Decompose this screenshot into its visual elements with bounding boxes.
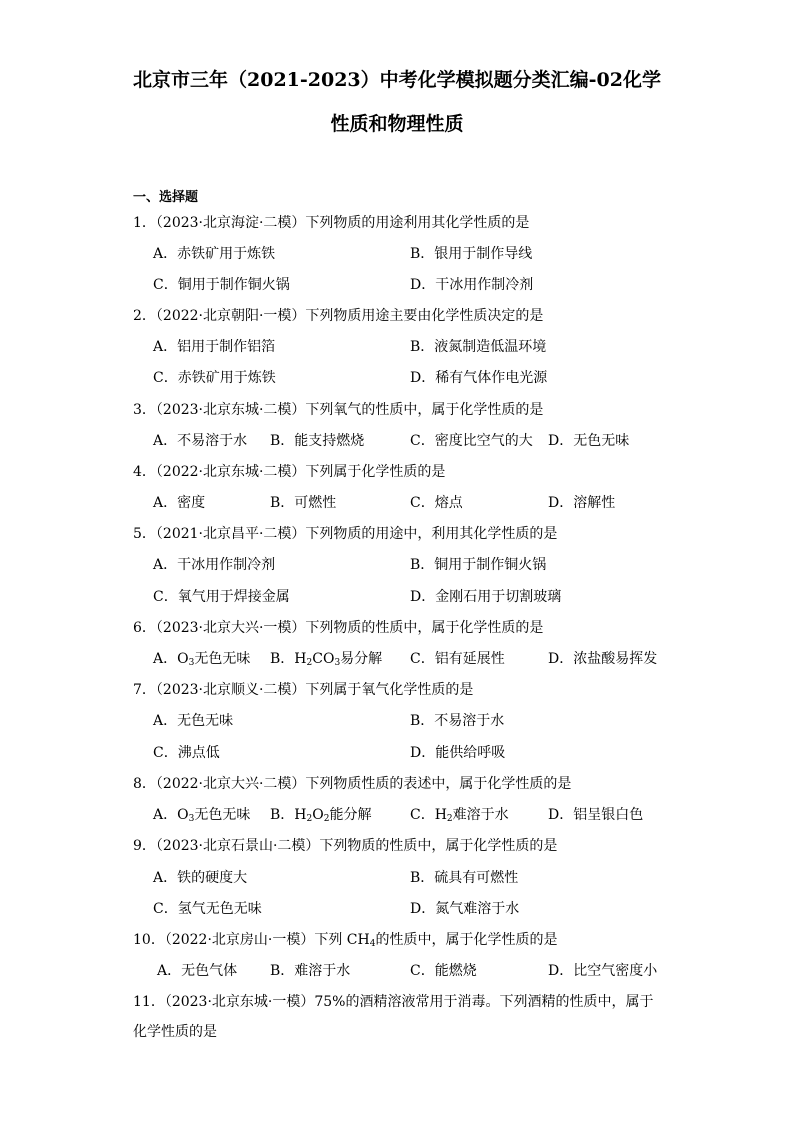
option-2d: D．稀有气体作电光源 — [410, 370, 548, 386]
option-4b: B．可燃性 — [270, 495, 337, 511]
question-stem-11: 11．（2023·北京东城·一模）75%的酒精溶液常用于消毒。下列酒精的性质中，属于化学性质的是 — [133, 994, 654, 1040]
option-2b: B．液氮制造低温环境 — [410, 339, 547, 355]
option-10c: C．能燃烧 — [410, 963, 477, 979]
option-5b: B．铜用于制作铜火锅 — [410, 557, 547, 573]
question-stem-5: 5．（2021·北京昌平·二模）下列物质的用途中，利用其化学性质的是 — [133, 526, 558, 542]
question-stem-9: 9．（2023·北京石景山·二模）下列物质的性质中，属于化学性质的是 — [133, 838, 558, 854]
option-10d: D．比空气密度小 — [548, 963, 658, 979]
option-6b: B．$H_2CO_3$易分解 — [270, 651, 383, 668]
option-3b: B．能支持燃烧 — [270, 433, 365, 449]
option-3c: C．密度比空气的大 — [410, 433, 533, 449]
option-1d: D．干冰用作制冷剂 — [410, 277, 534, 293]
option-4d: D．溶解性 — [548, 495, 616, 511]
option-10a: A．无色气体 — [157, 963, 238, 979]
option-8d: D．铝呈银白色 — [548, 807, 644, 823]
option-9a: A．铁的硬度大 — [153, 870, 248, 886]
option-10b: B．难溶于水 — [270, 963, 351, 979]
option-6d: D．浓盐酸易挥发 — [548, 651, 658, 667]
question-stem-4: 4．（2022·北京东城·二模）下列属于化学性质的是 — [133, 464, 446, 480]
option-7c: C．沸点低 — [153, 745, 220, 761]
option-7b: B．不易溶于水 — [410, 713, 505, 729]
option-1b: B．银用于制作导线 — [410, 246, 533, 262]
option-2c: C．赤铁矿用于炼铁 — [153, 370, 276, 386]
option-9d: D．氮气难溶于水 — [410, 901, 520, 917]
option-9c: C．氢气无色无味 — [153, 901, 262, 917]
question-stem-10: 10．（2022·北京房山·一模）下列 $CH_4$的性质中，属于化学性质的是 — [133, 932, 558, 949]
option-3d: D．无色无味 — [548, 433, 630, 449]
option-8b: B．$H_2O_2$能分解 — [270, 807, 372, 824]
question-stem-3: 3．（2023·北京东城·二模）下列氧气的性质中，属于化学性质的是 — [133, 402, 544, 418]
option-7d: D．能供给呼吸 — [410, 745, 506, 761]
option-5a: A．干冰用作制冷剂 — [153, 557, 276, 573]
option-5c: C．氧气用于焊接金属 — [153, 589, 290, 605]
question-stem-7: 7．（2023·北京顺义·二模）下列属于氧气化学性质的是 — [133, 682, 474, 698]
option-3a: A．不易溶于水 — [153, 433, 248, 449]
section-heading: 一、选择题 — [133, 190, 199, 205]
document-title-line2: 性质和物理性质 — [330, 113, 464, 135]
option-6c: C．铝有延展性 — [410, 651, 505, 667]
question-stem-2: 2．（2022·北京朝阳·一模）下列物质用途主要由化学性质决定的是 — [133, 308, 544, 324]
option-1c: C．铜用于制作铜火锅 — [153, 277, 290, 293]
question-stem-1: 1．（2023·北京海淀·二模）下列物质的用途利用其化学性质的是 — [133, 215, 530, 231]
question-stem-6: 6．（2023·北京大兴·一模）下列物质的性质中，属于化学性质的是 — [133, 620, 544, 636]
option-4a: A．密度 — [153, 495, 206, 511]
question-stem-8: 8．（2022·北京大兴·二模）下列物质性质的表述中，属于化学性质的是 — [133, 776, 572, 792]
document-title-line1: 北京市三年（2021-2023）中考化学模拟题分类汇编-02化学 — [133, 69, 661, 91]
option-4c: C．熔点 — [410, 495, 463, 511]
option-8a: A．$O_3$无色无味 — [153, 807, 251, 824]
option-7a: A．无色无味 — [153, 713, 234, 729]
option-5d: D．金刚石用于切割玻璃 — [410, 589, 562, 605]
option-8c: C．$H_2$难溶于水 — [410, 807, 509, 824]
option-1a: A．赤铁矿用于炼铁 — [153, 246, 276, 262]
option-6a: A．$O_3$无色无味 — [153, 651, 251, 668]
option-2a: A．铝用于制作铝箔 — [153, 339, 276, 355]
option-9b: B．硫具有可燃性 — [410, 870, 519, 886]
